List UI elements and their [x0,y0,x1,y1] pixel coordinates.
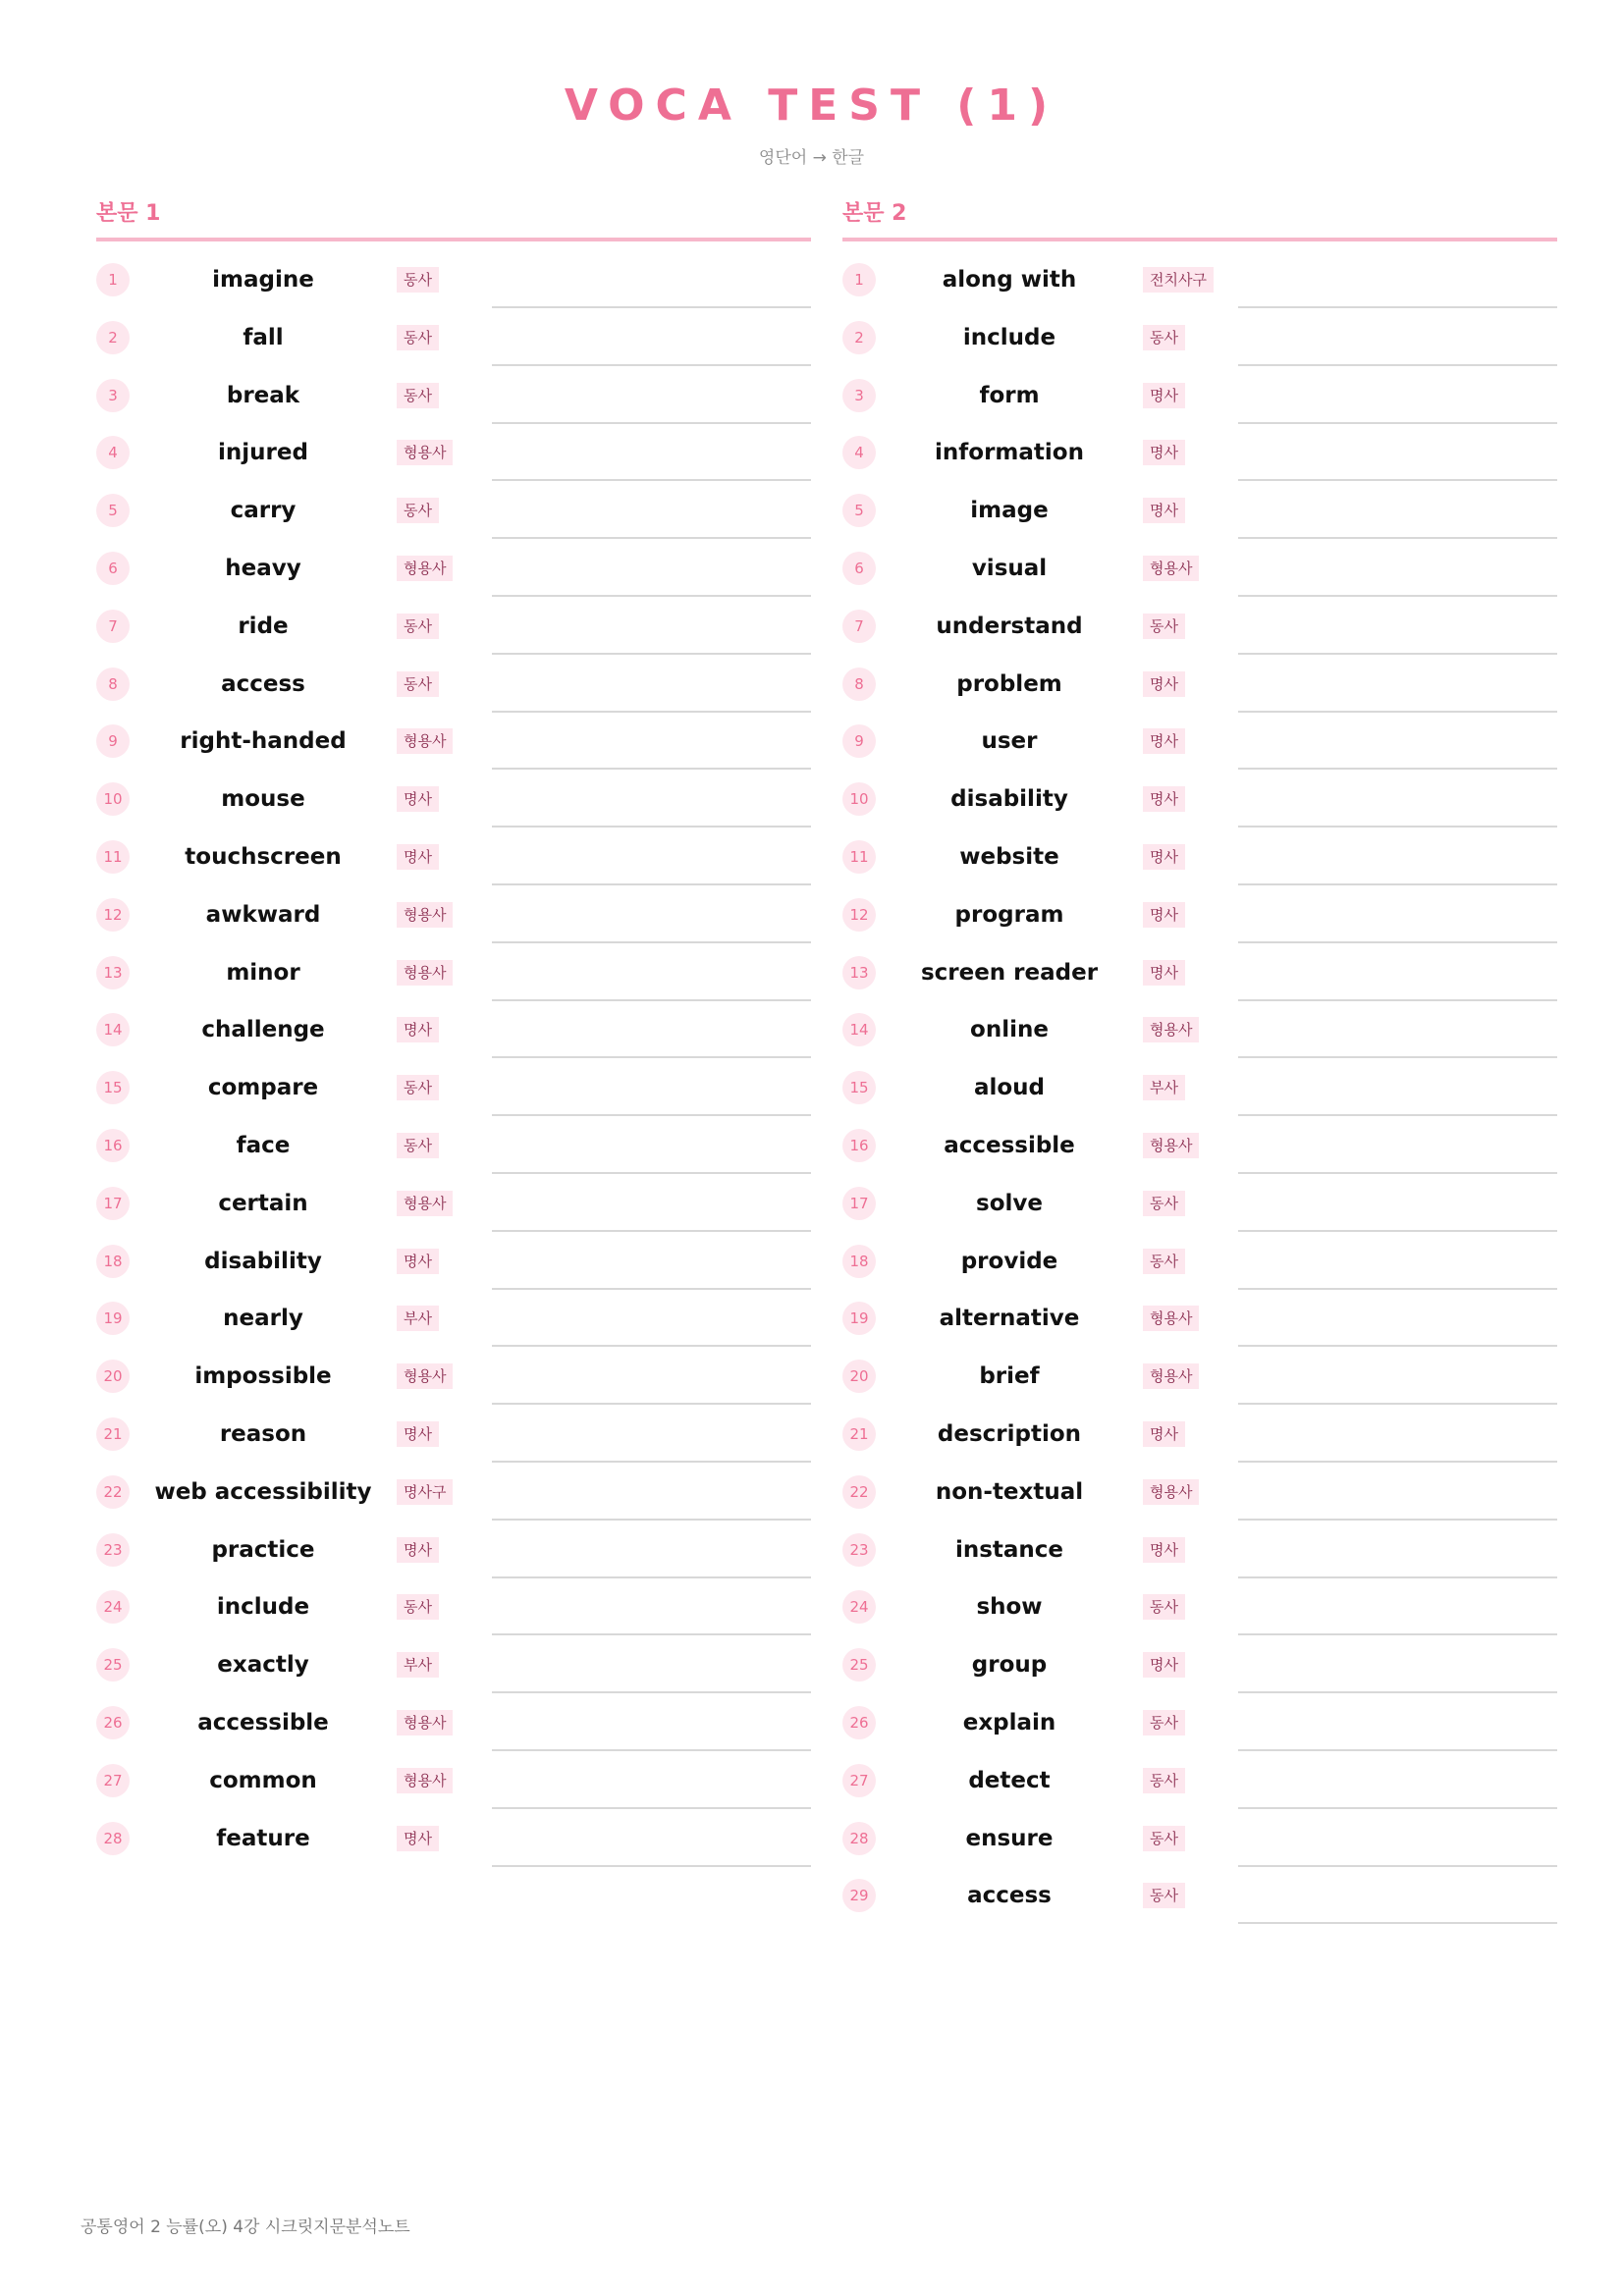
item-number: 27 [96,1764,130,1797]
answer-line[interactable] [492,1576,811,1578]
vocab-row [842,1406,1557,1463]
vocab-word: practice [211,1536,315,1563]
vocab-row [842,713,1557,770]
vocab-row [96,1522,811,1578]
item-number: 4 [842,436,876,469]
vocab-word: right-handed [180,728,347,755]
item-number: 19 [842,1302,876,1335]
vocab-word: certain [218,1190,308,1216]
vocab-row [96,944,811,1001]
answer-line[interactable] [492,883,811,885]
vocab-row [842,1059,1557,1116]
part-of-speech-badge: 동사 [397,671,439,697]
answer-line[interactable] [492,1691,811,1693]
item-number: 4 [96,436,130,469]
part-of-speech-badge: 동사 [1143,1249,1185,1274]
vocab-word: along with [942,267,1077,293]
item-number: 1 [842,263,876,296]
item-number: 10 [96,782,130,816]
vocab-word: form [979,382,1040,408]
answer-line[interactable] [1238,1633,1557,1635]
vocab-row [842,1694,1557,1751]
item-number: 27 [842,1764,876,1797]
item-number: 18 [842,1245,876,1278]
part-of-speech-badge: 동사 [1143,1594,1185,1620]
answer-line[interactable] [1238,1807,1557,1809]
vocab-row [96,598,811,655]
vocab-word: compare [207,1075,319,1101]
answer-line[interactable] [1238,1345,1557,1347]
vocab-row [96,1694,811,1751]
part-of-speech-badge: 형용사 [1143,1133,1199,1158]
item-number: 17 [96,1187,130,1220]
vocab-row [842,1464,1557,1521]
answer-line[interactable] [492,1807,811,1809]
item-number: 24 [842,1590,876,1624]
vocab-row [96,1578,811,1635]
part-of-speech-badge: 동사 [397,325,439,350]
vocab-row [96,1406,811,1463]
vocab-row [842,828,1557,885]
item-number: 22 [96,1475,130,1509]
part-of-speech-badge: 동사 [397,498,439,523]
part-of-speech-badge: 형용사 [397,1768,453,1793]
answer-line[interactable] [1238,422,1557,424]
answer-line[interactable] [1238,1691,1557,1693]
answer-line[interactable] [1238,1172,1557,1174]
vocab-row [96,309,811,366]
part-of-speech-badge: 동사 [1143,1191,1185,1216]
vocab-word: include [962,324,1056,350]
part-of-speech-badge: 명사 [397,1826,439,1851]
part-of-speech-badge: 명사 [397,1537,439,1563]
answer-line[interactable] [492,1461,811,1463]
item-number: 8 [842,667,876,701]
part-of-speech-badge: 명사 [1143,1537,1185,1563]
part-of-speech-badge: 형용사 [397,960,453,986]
vocab-row [96,1810,811,1867]
answer-line[interactable] [492,768,811,770]
item-number: 28 [96,1822,130,1855]
part-of-speech-badge: 형용사 [1143,556,1199,581]
item-number: 9 [96,724,130,758]
part-of-speech-badge: 동사 [397,1133,439,1158]
item-number: 28 [842,1822,876,1855]
item-number: 3 [96,379,130,412]
part-of-speech-badge: 형용사 [397,1191,453,1216]
item-number: 6 [96,552,130,585]
vocab-word: description [937,1421,1082,1447]
answer-line[interactable] [492,1114,811,1116]
vocab-word: disability [950,786,1068,813]
answer-line[interactable] [492,826,811,828]
answer-line[interactable] [1238,1461,1557,1463]
item-number: 5 [96,494,130,527]
item-number: 20 [96,1360,130,1393]
vocab-row [96,771,811,828]
part-of-speech-badge: 부사 [397,1306,439,1331]
vocab-row [842,656,1557,713]
vocab-word: explain [962,1710,1056,1735]
vocab-word: nearly [223,1306,303,1332]
part-of-speech-badge: 명사 [397,844,439,870]
item-number: 9 [842,724,876,758]
part-of-speech-badge: 명사 [1143,1652,1185,1678]
item-number: 7 [96,610,130,643]
answer-line[interactable] [492,595,811,597]
item-number: 16 [96,1129,130,1162]
part-of-speech-badge: 동사 [397,383,439,408]
vocab-row [842,251,1557,308]
item-number: 21 [842,1417,876,1451]
item-number: 15 [96,1071,130,1104]
item-number: 14 [842,1013,876,1046]
item-number: 16 [842,1129,876,1162]
answer-line[interactable] [1238,1403,1557,1405]
vocab-word: screen reader [920,959,1099,986]
vocab-row [96,886,811,943]
part-of-speech-badge: 명사 [397,1017,439,1042]
vocab-word: common [209,1767,317,1793]
item-number: 23 [96,1533,130,1567]
vocab-word: aloud [973,1075,1046,1101]
item-number: 22 [842,1475,876,1509]
part-of-speech-badge: 명사 [1143,383,1185,408]
vocab-word: face [236,1133,291,1158]
answer-line[interactable] [492,1230,811,1232]
answer-line[interactable] [1238,711,1557,713]
vocab-row [842,1233,1557,1290]
part-of-speech-badge: 형용사 [1143,1306,1199,1331]
part-of-speech-badge: 동사 [1143,325,1185,350]
vocab-row [842,598,1557,655]
part-of-speech-badge: 명사 [1143,1421,1185,1447]
part-of-speech-badge: 형용사 [397,728,453,754]
item-number: 3 [842,379,876,412]
part-of-speech-badge: 동사 [1143,1768,1185,1793]
item-number: 2 [96,321,130,354]
part-of-speech-badge: 부사 [1143,1075,1185,1100]
part-of-speech-badge: 형용사 [1143,1017,1199,1042]
answer-line[interactable] [492,1288,811,1290]
vocab-row [842,367,1557,424]
vocab-row [96,1059,811,1116]
vocab-row [842,886,1557,943]
vocab-row [96,424,811,481]
answer-line[interactable] [492,1865,811,1867]
vocab-word: access [967,1883,1052,1909]
part-of-speech-badge: 동사 [397,614,439,639]
vocab-row [96,367,811,424]
answer-line[interactable] [1238,595,1557,597]
vocab-row [96,656,811,713]
part-of-speech-badge: 명사 [1143,902,1185,928]
answer-line[interactable] [1238,1114,1557,1116]
vocab-row [842,309,1557,366]
item-number: 25 [96,1648,130,1682]
vocab-row [842,1578,1557,1635]
answer-line[interactable] [1238,1922,1557,1924]
answer-line[interactable] [492,1172,811,1174]
part-of-speech-badge: 형용사 [397,902,453,928]
answer-line[interactable] [1238,306,1557,308]
vocab-word: impossible [194,1363,332,1390]
answer-line[interactable] [492,1345,811,1347]
vocab-row [96,1117,811,1174]
item-number: 8 [96,667,130,701]
vocab-row [842,1175,1557,1232]
vocab-word: instance [954,1536,1064,1563]
vocab-word: mouse [221,786,305,813]
vocab-word: problem [956,670,1062,697]
vocab-row [842,1348,1557,1405]
part-of-speech-badge: 동사 [397,1594,439,1620]
part-of-speech-badge: 형용사 [1143,1363,1199,1389]
vocab-row [96,1290,811,1347]
item-number: 25 [842,1648,876,1682]
item-number: 18 [96,1245,130,1278]
answer-line[interactable] [1238,1288,1557,1290]
answer-line[interactable] [1238,1576,1557,1578]
vocab-word: show [976,1594,1043,1621]
item-number: 19 [96,1302,130,1335]
vocab-row [842,771,1557,828]
item-number: 11 [842,840,876,874]
vocab-row [96,1175,811,1232]
vocab-word: solve [976,1190,1043,1216]
vocab-word: brief [979,1363,1040,1390]
part-of-speech-badge: 명사 [397,1421,439,1447]
vocab-word: heavy [225,556,301,581]
vocab-row [842,944,1557,1001]
part-of-speech-badge: 명사 [1143,498,1185,523]
vocab-word: injured [218,440,308,466]
item-number: 12 [842,898,876,932]
part-of-speech-badge: 명사 [397,786,439,812]
answer-line[interactable] [1238,941,1557,943]
part-of-speech-badge: 동사 [1143,1883,1185,1908]
vocab-row [842,1867,1557,1924]
part-of-speech-badge: 명사 [1143,671,1185,697]
vocab-word: disability [204,1248,322,1274]
answer-line[interactable] [492,364,811,366]
vocab-row [96,1752,811,1809]
part-of-speech-badge: 명사 [1143,440,1185,465]
answer-line[interactable] [1238,1749,1557,1751]
item-number: 26 [96,1706,130,1739]
vocab-row [842,1636,1557,1693]
section-1-title: 본문 1 [96,196,811,241]
vocab-word: challenge [201,1017,325,1043]
page-footer: 공통영어 2 능률(오) 4강 시크릿지문분석노트 [81,2217,410,2237]
answer-line[interactable] [1238,768,1557,770]
vocab-word: reason [219,1421,307,1447]
answer-line[interactable] [492,1749,811,1751]
vocab-row [842,1522,1557,1578]
part-of-speech-badge: 동사 [1143,614,1185,639]
item-number: 1 [96,263,130,296]
item-number: 12 [96,898,130,932]
item-number: 24 [96,1590,130,1624]
vocab-word: group [971,1652,1048,1679]
vocab-row [842,1001,1557,1058]
part-of-speech-badge: 명사 [1143,844,1185,870]
part-of-speech-badge: 동사 [397,267,439,293]
answer-line[interactable] [492,1519,811,1521]
vocab-word: image [970,498,1049,524]
vocab-word: feature [216,1825,310,1851]
vocab-word: provide [960,1248,1058,1274]
vocab-row [842,1752,1557,1809]
part-of-speech-badge: 형용사 [1143,1479,1199,1505]
part-of-speech-badge: 동사 [1143,1826,1185,1851]
item-number: 14 [96,1013,130,1046]
vocab-word: ensure [965,1825,1054,1851]
vocab-row [96,1348,811,1405]
part-of-speech-badge: 명사 [1143,728,1185,754]
answer-line[interactable] [492,479,811,481]
vocab-row [96,713,811,770]
vocab-word: user [981,728,1038,755]
part-of-speech-badge: 전치사구 [1143,267,1214,293]
vocab-row [96,1636,811,1693]
vocab-word: carry [230,498,297,524]
vocab-row [842,1810,1557,1867]
vocab-row [96,828,811,885]
answer-line[interactable] [492,941,811,943]
answer-line[interactable] [1238,826,1557,828]
vocab-word: awkward [205,901,321,928]
vocab-word: accessible [944,1133,1075,1158]
vocab-word: include [216,1594,310,1621]
part-of-speech-badge: 명사구 [397,1479,453,1505]
vocab-word: touchscreen [185,844,342,870]
vocab-word: ride [238,613,289,639]
vocab-row [842,1117,1557,1174]
answer-line[interactable] [1238,364,1557,366]
part-of-speech-badge: 명사 [1143,786,1185,812]
vocab-word: web accessibility [154,1478,372,1505]
vocab-word: visual [971,556,1048,581]
vocab-word: minor [226,959,300,986]
item-number: 23 [842,1533,876,1567]
answer-line[interactable] [492,537,811,539]
vocab-row [96,1464,811,1521]
answer-line[interactable] [492,1403,811,1405]
page-subtitle: 영단어 → 한글 [758,148,865,168]
item-number: 15 [842,1071,876,1104]
vocab-word: information [935,440,1084,466]
vocab-word: website [959,844,1059,870]
answer-line[interactable] [1238,1519,1557,1521]
answer-line[interactable] [492,1056,811,1058]
vocab-word: imagine [212,267,314,293]
vocab-row [842,1290,1557,1347]
answer-line[interactable] [1238,479,1557,481]
section-2-title: 본문 2 [842,196,1557,241]
answer-line[interactable] [492,422,811,424]
item-number: 13 [842,956,876,989]
vocab-word: exactly [217,1652,309,1679]
vocab-row [96,1233,811,1290]
answer-line[interactable] [1238,1230,1557,1232]
vocab-word: non-textual [935,1478,1084,1505]
answer-line[interactable] [1238,537,1557,539]
vocab-row [96,482,811,539]
part-of-speech-badge: 형용사 [397,556,453,581]
answer-line[interactable] [492,999,811,1001]
vocab-row [96,540,811,597]
item-number: 29 [842,1879,876,1912]
vocab-row [842,482,1557,539]
item-number: 2 [842,321,876,354]
item-number: 5 [842,494,876,527]
item-number: 20 [842,1360,876,1393]
item-number: 21 [96,1417,130,1451]
vocab-word: access [221,670,305,697]
answer-line[interactable] [492,1633,811,1635]
vocab-word: break [226,382,300,408]
part-of-speech-badge: 형용사 [397,1710,453,1735]
item-number: 11 [96,840,130,874]
vocab-word: understand [936,613,1083,639]
answer-line[interactable] [1238,883,1557,885]
answer-line[interactable] [1238,653,1557,655]
vocab-word: fall [243,324,284,350]
vocab-word: detect [968,1767,1051,1793]
part-of-speech-badge: 형용사 [397,1363,453,1389]
answer-line[interactable] [1238,999,1557,1001]
item-number: 13 [96,956,130,989]
section-2 [842,196,1557,1909]
vocab-row [842,424,1557,481]
vocab-row [96,251,811,308]
item-number: 10 [842,782,876,816]
answer-line[interactable] [492,711,811,713]
part-of-speech-badge: 명사 [397,1249,439,1274]
part-of-speech-badge: 동사 [1143,1710,1185,1735]
section-1 [96,196,811,1851]
page-title: VOCA TEST (1) [564,80,1059,131]
vocab-word: alternative [939,1306,1080,1332]
vocab-row [842,540,1557,597]
part-of-speech-badge: 형용사 [397,440,453,465]
part-of-speech-badge: 명사 [1143,960,1185,986]
vocab-word: online [970,1017,1049,1043]
answer-line[interactable] [1238,1865,1557,1867]
answer-line[interactable] [1238,1056,1557,1058]
vocab-word: program [954,901,1064,928]
item-number: 26 [842,1706,876,1739]
item-number: 17 [842,1187,876,1220]
part-of-speech-badge: 동사 [397,1075,439,1100]
item-number: 6 [842,552,876,585]
part-of-speech-badge: 부사 [397,1652,439,1678]
item-number: 7 [842,610,876,643]
vocab-word: accessible [197,1710,329,1735]
answer-line[interactable] [492,306,811,308]
vocab-row [96,1001,811,1058]
answer-line[interactable] [492,653,811,655]
